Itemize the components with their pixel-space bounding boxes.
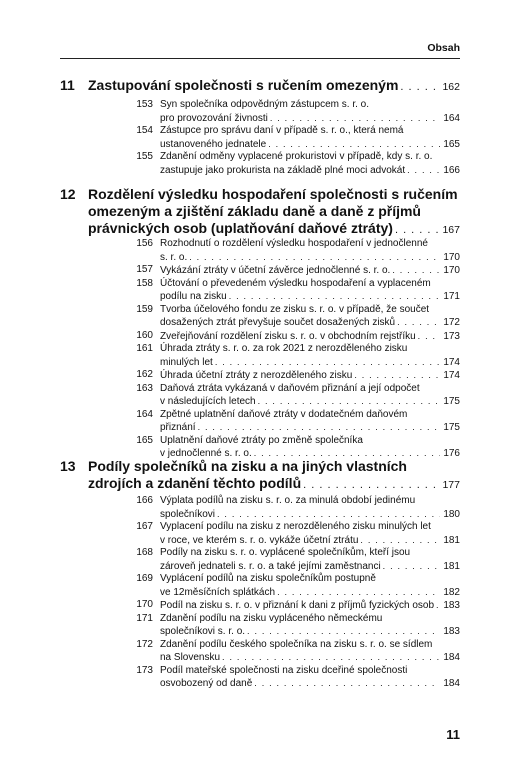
section-title-text: Vyplácení podílů na zisku společníkům postupně: [160, 573, 376, 584]
section-title-line: [160, 238, 460, 251]
section-title-line: [160, 421, 460, 435]
section-number: 169: [136, 573, 153, 584]
section-list: [60, 238, 460, 461]
section-title-text: Tvorba účelového fondu ze zisku s. r. o. v případě, že součet: [160, 303, 430, 315]
section-body: [160, 264, 460, 278]
section-body: [160, 383, 460, 409]
page-number: 11: [446, 727, 460, 742]
dot-leader: [189, 251, 440, 264]
section-body: [160, 547, 460, 573]
section-title-text: zastupuje jako prokurista na základě plné moci advokát: [160, 164, 406, 176]
dot-leader: [222, 651, 440, 664]
section-number: 166: [136, 495, 153, 506]
toc-entry: [60, 383, 460, 409]
section-title-line: [160, 677, 460, 691]
section-number: 167: [136, 521, 153, 532]
section-title-line: [160, 151, 460, 164]
section-number: 164: [136, 408, 153, 420]
section-title-text: pro provozování živnosti: [160, 112, 268, 124]
section-page: 175: [443, 422, 460, 433]
section-title-line: [160, 278, 460, 291]
section-title-line: [160, 264, 460, 278]
chapter-heading: [60, 458, 460, 494]
section-title-text: podílu na zisku: [160, 291, 227, 302]
chapter-title-line: [88, 475, 460, 494]
section-page: 170: [443, 251, 460, 263]
dot-leader: [258, 395, 440, 408]
section-page: 184: [443, 652, 460, 663]
toc-entry: [60, 369, 460, 383]
section-body: [160, 599, 460, 613]
dot-leader: [215, 356, 440, 369]
dot-leader: [303, 477, 440, 494]
section-title-text: přiznání: [160, 422, 196, 433]
section-title-text: Úhrada účetní ztráty z nerozděleného zisku: [160, 370, 353, 381]
chapter-title-line: [88, 203, 460, 220]
chapter-number: 13: [60, 458, 76, 474]
section-title-text: Daňová ztráta vykázaná v daňovém přiznání a její odpočet: [160, 382, 420, 394]
section-body: [160, 665, 460, 691]
section-title-line: [160, 521, 460, 534]
section-body: [160, 639, 460, 665]
section-title-line: [160, 125, 460, 138]
section-number: 157: [136, 264, 153, 275]
section-title-text: minulých let: [160, 356, 213, 368]
section-page: 164: [443, 112, 460, 124]
section-page: 172: [443, 317, 460, 328]
section-page: 173: [443, 330, 460, 342]
chapter-title-line: [88, 186, 460, 203]
section-title-line: [160, 573, 460, 586]
section-title-text: společníkovi: [160, 508, 216, 520]
toc-entry: [60, 343, 460, 369]
section-title-text: na Slovensku: [160, 652, 221, 663]
section-title-line: [160, 99, 460, 112]
section-page: 183: [443, 626, 460, 637]
dot-leader: [268, 138, 440, 151]
section-title-line: [160, 613, 460, 626]
section-body: [160, 409, 460, 435]
toc-entry: [60, 304, 460, 330]
section-title-line: [160, 665, 460, 678]
section-title-text: společníkovi s. r. o.: [160, 626, 246, 637]
dot-leader: [407, 164, 440, 177]
section-number: 165: [136, 434, 153, 446]
section-title-line: [160, 316, 460, 330]
section-title-text: Výplata podílů na zisku s. r. o. za minulá období jedinému: [160, 495, 416, 506]
section-page: 165: [443, 138, 460, 150]
section-title-text: Zdanění odměny vyplacené prokuristovi v případě, kdy s. r. o.: [160, 151, 433, 162]
section-number: 153: [136, 99, 153, 110]
chapter-heading: [60, 77, 460, 96]
section-number: 159: [136, 303, 153, 315]
dot-leader: [217, 508, 440, 521]
section-title-text: Podíl mateřské společnosti na zisku dceřiné společnosti: [160, 664, 408, 676]
section-number: 162: [136, 369, 153, 380]
dot-leader: [392, 264, 440, 277]
section-body: [160, 304, 460, 330]
section-number: 155: [136, 151, 153, 162]
toc-entry: [60, 639, 460, 665]
section-title-text: s. r. o.: [160, 251, 188, 263]
chapter-number: 11: [60, 77, 75, 93]
chapter-title-text: Zastupování společnosti s ručením omezeným: [88, 77, 399, 93]
section-title-line: [160, 369, 460, 383]
dot-leader: [436, 599, 440, 612]
section-body: [160, 238, 460, 264]
section-list: [60, 99, 460, 177]
section-page: 174: [443, 356, 460, 368]
chapter-title-text: Podíly společníků na zisku a na jiných vlastních: [88, 458, 407, 474]
section-body: [160, 343, 460, 369]
section-title-text: osvobozený od daně: [160, 678, 253, 689]
dot-leader: [247, 625, 440, 638]
page-header: [60, 41, 460, 59]
toc-entry: [60, 573, 460, 599]
section-title-text: Úhrada ztráty s. r. o. za rok 2021 z nerozděleného zisku: [160, 343, 408, 354]
section-title-line: [160, 560, 460, 574]
section-body: [160, 278, 460, 304]
chapter-number: 12: [60, 186, 76, 202]
toc-entry: [60, 264, 460, 278]
section-title-line: [160, 508, 460, 522]
running-header-title: Obsah: [427, 42, 460, 54]
section-title-text: Zpětné uplatnění daňové ztráty v dodatečném daňovém: [160, 408, 408, 420]
toc-entry: [60, 238, 460, 264]
section-title-text: Vykázání ztráty v účetní závěrce jednočlenné s. r. o.: [160, 265, 391, 276]
section-title-text: v jednočlenné s. r. o.: [160, 448, 252, 459]
chapter-page: 162: [442, 81, 460, 93]
section-body: [160, 99, 460, 125]
section-title-line: [160, 495, 460, 508]
section-title-text: Zástupce pro správu daní v případě s. r. o., která nemá: [160, 125, 404, 136]
section-title-text: Zveřejňování rozdělení zisku s. r. o. v obchodním rejstříku: [160, 330, 416, 342]
section-title-line: [160, 251, 460, 265]
section-title-line: [160, 534, 460, 548]
section-body: [160, 521, 460, 547]
section-page: 182: [443, 586, 460, 598]
toc-entry: [60, 330, 460, 344]
toc-entry: [60, 495, 460, 521]
chapter-title-line: [88, 220, 460, 239]
dot-leader: [360, 534, 440, 547]
section-body: [160, 330, 460, 344]
section-title-line: [160, 395, 460, 409]
section-title-text: Uplatnění daňové ztráty po změně společníka: [160, 434, 363, 446]
section-title-line: [160, 435, 460, 448]
section-number: 173: [136, 664, 153, 676]
dot-leader: [418, 330, 440, 343]
section-page: 171: [443, 291, 460, 302]
chapter-title-line: [88, 458, 460, 475]
dot-leader: [198, 421, 440, 434]
section-number: 163: [136, 382, 153, 394]
toc-entry: [60, 521, 460, 547]
section-page: 184: [443, 678, 460, 689]
section-title-text: Zdanění podílu na zisku vypláceného německému: [160, 612, 383, 624]
dot-leader: [397, 316, 440, 329]
section-page: 166: [443, 164, 460, 176]
section-title-line: [160, 164, 460, 178]
section-body: [160, 125, 460, 151]
section-title-line: [160, 586, 460, 600]
section-title-text: Syn společníka odpovědným zástupcem s. r. o.: [160, 99, 369, 110]
section-number: 172: [136, 638, 153, 650]
section-title-line: [160, 138, 460, 152]
section-title-text: zároveň jednateli s. r. o. a také jejími zaměstnanci: [160, 560, 381, 572]
section-title-text: v roce, ve kterém s. r. o. vykáže účetní ztrátu: [160, 534, 359, 546]
section-title-line: [160, 112, 460, 126]
toc-entry: [60, 435, 460, 461]
toc-entry: [60, 409, 460, 435]
toc-entry: [60, 613, 460, 639]
dot-leader: [254, 677, 440, 690]
dot-leader: [229, 290, 440, 303]
section-title-line: [160, 625, 460, 639]
section-title-line: [160, 409, 460, 422]
section-list: [60, 495, 460, 691]
section-page: 174: [443, 370, 460, 381]
section-page: 181: [443, 534, 460, 546]
section-body: [160, 151, 460, 177]
toc-entry: [60, 151, 460, 177]
section-title-text: Vyplacení podílu na zisku z nerozděleného zisku minulých let: [160, 521, 431, 532]
section-page: 176: [443, 448, 460, 459]
chapter-title-text: Rozdělení výsledku hospodaření společnosti s ručením: [88, 186, 458, 202]
section-title-text: Podíly na zisku s. r. o. vyplácené společníkům, kteří jsou: [160, 547, 411, 558]
section-number: 170: [136, 599, 153, 610]
section-title-line: [160, 383, 460, 396]
section-title-text: dosažených ztrát převyšuje součet dosažených zisků: [160, 317, 396, 328]
section-title-line: [160, 304, 460, 317]
section-title-text: Účtování o převedeném výsledku hospodaření a vyplaceném: [160, 277, 431, 289]
dot-leader: [395, 222, 440, 239]
chapter-page: 177: [442, 479, 460, 491]
section-title-line: [160, 356, 460, 370]
dot-leader: [400, 79, 440, 96]
section-body: [160, 435, 460, 461]
section-title-line: [160, 639, 460, 652]
section-title-line: [160, 599, 460, 613]
section-title-line: [160, 651, 460, 665]
section-title-line: [160, 547, 460, 560]
section-page: 181: [443, 560, 460, 572]
toc-entry: [60, 547, 460, 573]
chapter-title-text: omezeným a zjištění základu daně a daně z příjmů: [88, 203, 421, 219]
dot-leader: [270, 112, 440, 125]
section-number: 158: [136, 277, 153, 289]
toc-entry: [60, 665, 460, 691]
section-title-text: v následujících letech: [160, 396, 256, 407]
section-number: 171: [136, 612, 153, 624]
chapter-title-line: [88, 77, 460, 96]
dot-leader: [277, 586, 440, 599]
section-page: 175: [443, 396, 460, 407]
section-number: 168: [136, 547, 153, 558]
section-page: 180: [443, 508, 460, 520]
section-title-text: Rozhodnutí o rozdělení výsledku hospodaření v jednočlenné: [160, 238, 428, 249]
toc-entry: [60, 125, 460, 151]
section-body: [160, 613, 460, 639]
dot-leader: [383, 560, 440, 573]
chapter-page: 167: [442, 224, 460, 236]
section-body: [160, 573, 460, 599]
section-title-text: Podíl na zisku s. r. o. v přiznání k dani z příjmů fyzických osob: [160, 600, 435, 611]
section-number: 161: [136, 343, 153, 354]
chapter-heading: [60, 186, 460, 239]
toc-entry: [60, 599, 460, 613]
chapter-title-text: právnických osob (uplatňování daňové ztráty): [88, 220, 393, 236]
section-title-text: ustanoveného jednatele: [160, 138, 267, 150]
toc-entry: [60, 99, 460, 125]
section-body: [160, 369, 460, 383]
section-page: 183: [443, 600, 460, 611]
section-body: [160, 495, 460, 521]
section-page: 170: [443, 265, 460, 276]
section-number: 154: [136, 125, 153, 136]
section-title-line: [160, 343, 460, 356]
section-number: 156: [136, 238, 153, 249]
section-number: 160: [136, 329, 153, 341]
section-title-text: ve 12měsíčních splátkách: [160, 586, 276, 598]
section-title-line: [160, 330, 460, 344]
chapter-title-text: zdrojích a zdanění těchto podílů: [88, 475, 302, 491]
dot-leader: [354, 369, 440, 382]
section-title-text: Zdanění podílu českého společníka na zisku s. r. o. se sídlem: [160, 638, 433, 650]
section-title-line: [160, 290, 460, 304]
toc-entry: [60, 278, 460, 304]
